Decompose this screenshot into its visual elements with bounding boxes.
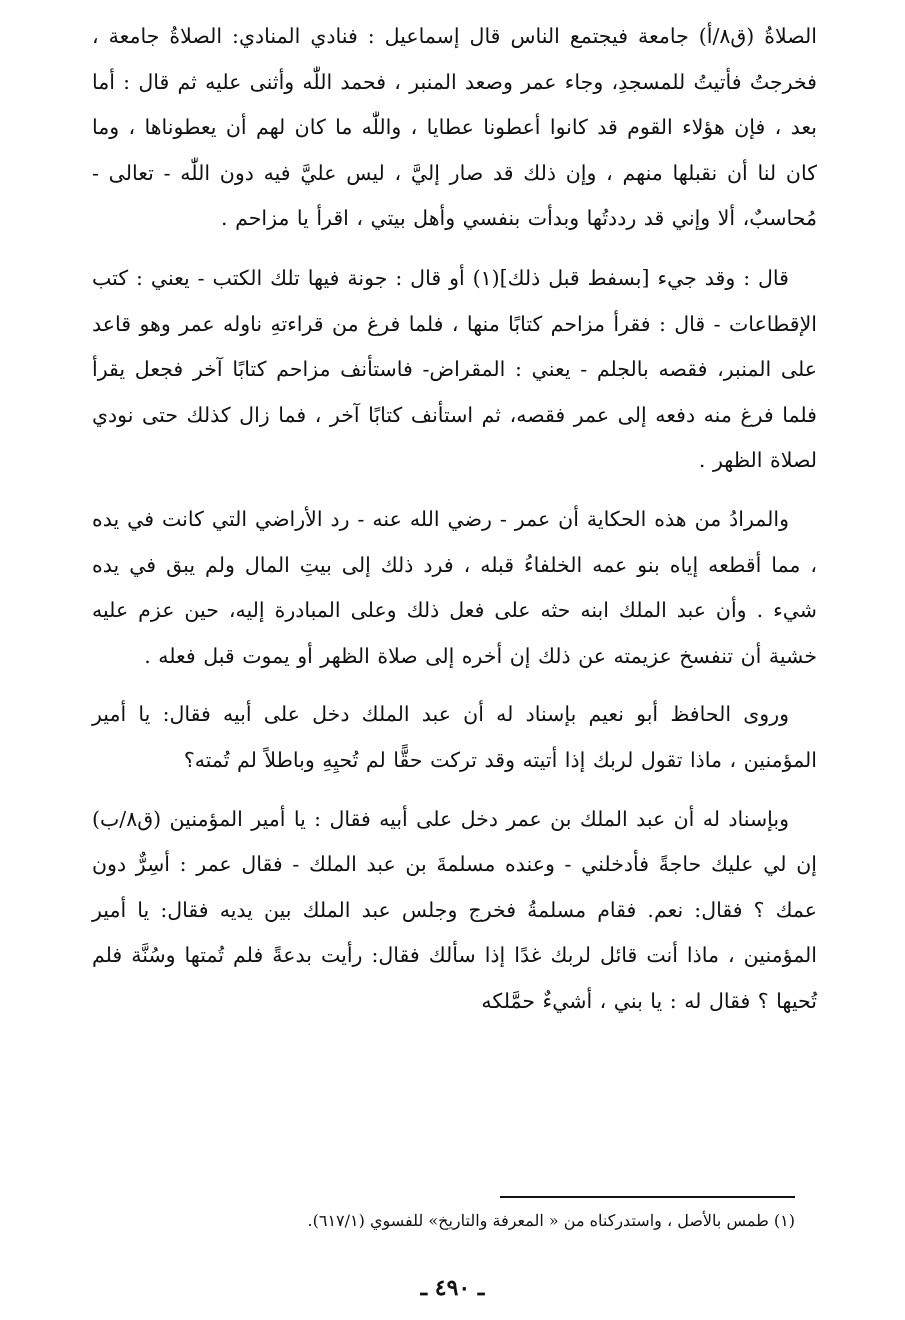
footnote: (١) طمس بالأصل ، واستدركناه من « المعرفة والتاريخ» للفسوي (٦١٧/١).	[307, 1211, 795, 1230]
paragraph-3: والمرادُ من هذه الحكاية أن عمر - رضي الله عنه - رد الأراضي التي كانت في يده ، مما أقطعه إياه بنو عمه الخلفاءُ قبله ، فرد ذلك إلى بيتِ المال ولم يبق في يده شيء . وأن عبد الملك ابنه حثه على فعل ذلك وعلى المبادرة إليه، حين عزم عليه خشية أن تنفسخ عزيمته عن ذلك إن أخره إلى صلاة الظهر أو يموت قبل فعله .	[92, 506, 817, 668]
paragraph-5: وبإسناد له أن عبد الملك بن عمر دخل على أبيه فقال : يا أمير المؤمنين (ق٨/ب) إن لي عليك حاجةً فأدخلني - وعنده مسلمةَ بن عبد الملك - فقال عمر : أسِرٌّ دون عمك ؟ فقال: نعم. فقام مسلمةُ فخرج وجلس عبد الملك بين يديه فقال: يا أمير المؤمنين ، ماذا أنت قائل لربك غدًا إذا سألك فقال: رأيت بدعةً فلم تُمتها وسُنَّة فلم تُحيها ؟ فقال له : يا بني ، أشيءٌ حمَّلكه	[92, 806, 817, 1013]
paragraph-4: وروى الحافظ أبو نعيم بإسناد له أن عبد الملك دخل على أبيه فقال: يا أمير المؤمنين ، ماذا تقول لربك إذا أتيته وقد تركت حقًّا لم تُحيِهِ وباطلاً لم تُمته؟	[92, 702, 817, 772]
paragraph-1: الصلاةُ (ق٨/أ) جامعة فيجتمع الناس قال إسماعيل : فنادي المنادي: الصلاةُ جامعة ، فخرجتُ فأتيتُ للمسجدِ، وجاء عمر وصعد المنبر ، فحمد اللّٰه وأثنى عليه ثم قال : أما بعد ، فإن هؤلاء القوم قد كانوا أعطونا عطايا ، واللّٰه ما كان لهم أن يعطوناها ، وما كان لنا أن نقبلها منهم ، وإن ذلك قد صار إليَّ ، ليس عليَّ فيه دون اللّٰه - تعالى - مُحاسبٌ، ألا وإني قد رددتُها وبدأت بنفسي وأهل بيتي ، اقرأ يا مزاحم .	[92, 24, 817, 231]
main-text-block	[92, 14, 817, 1037]
page-number: ـ ٤٩٠ ـ	[420, 1275, 485, 1301]
paragraph-2: قال : وقد جيء [بسفط قبل ذلك](١) أو قال : جونة فيها تلك الكتب - يعني : كتب الإقطاعات - قال : فقرأ مزاحم كتابًا منها ، فلما فرغ من قراءتهِ ناوله عمر وهو قاعد على المنبر، فقصه بالجلم - يعني : المقراض- فاستأنف مزاحم كتابًا آخر فجعل يقرأ فلما فرغ منه دفعه إلى عمر فقصه، ثم استأنف كتابًا آخر ، فما زال كذلك حتى نودي لصلاة الظهر .	[92, 265, 817, 473]
footnote-divider	[500, 1196, 795, 1198]
